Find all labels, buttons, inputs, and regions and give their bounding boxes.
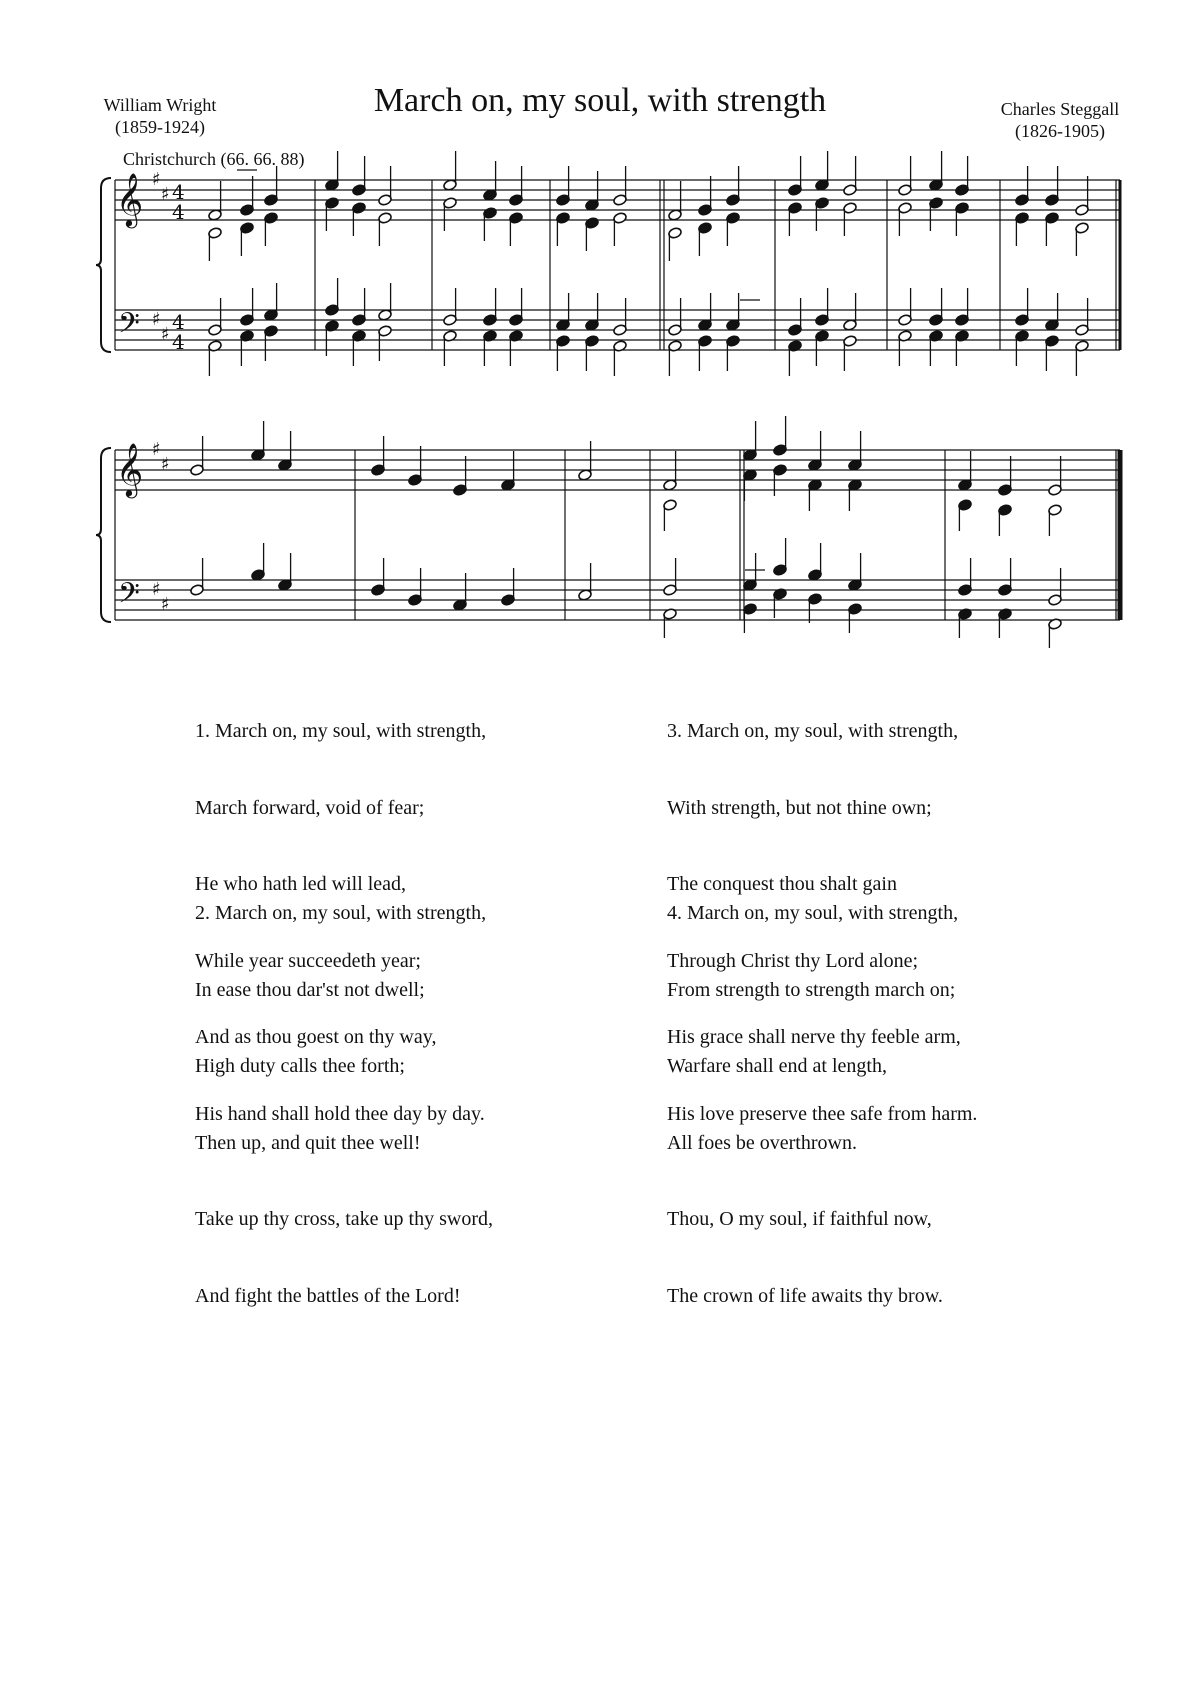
composer-name: Charles Steggall [1000,99,1120,119]
verse-line: Take up thy cross, take up thy sword, [195,1208,493,1230]
treble-clef: 𝄞 [116,172,144,226]
verse-line: His hand shall hold thee day by day. [195,1102,485,1125]
verse-line: From strength to strength march on; [667,978,956,1001]
tune-name: Christchurch (66. 66. 88) [123,149,305,169]
verse-line: 1. March on, my soul, with strength, [195,720,487,742]
verse-line: In ease thou dar'st not dwell; [195,978,425,1001]
verse-line: The conquest thou shalt gain [667,873,897,895]
music-score [0,0,1200,700]
verse-line: Thou, O my soul, if faithful now, [667,1208,932,1230]
verse-line: High duty calls thee forth; [195,1055,405,1077]
bass-key-sharp: ♯ [161,594,170,615]
treble-key-sharp: ♯ [152,169,161,190]
verse-line: 3. March on, my soul, with strength, [667,720,959,742]
verse-line: 4. March on, my soul, with strength, [667,902,959,924]
treble-clef: 𝄞 [116,442,144,496]
score-drawing [96,151,1120,648]
verse-line: With strength, but not thine own; [667,796,932,819]
treble-key-sharp: ♯ [152,439,161,460]
time-signature-denominator: 4 [172,330,185,354]
verse-line: March forward, void of fear; [195,796,425,819]
verse-line: His love preserve thee safe from harm. [667,1102,978,1125]
system-brace [96,448,111,622]
verse-line: He who hath led will lead, [195,873,407,895]
bass-key-sharp: ♯ [152,579,161,600]
verse-line: Then up, and quit thee well! [195,1131,421,1154]
lyricist-name: William Wright [103,95,217,115]
verse-line: His grace shall nerve thy feeble arm, [667,1026,961,1048]
verse-line: 2. March on, my soul, with strength, [195,902,487,924]
verse-line: And fight the battles of the Lord! [195,1284,461,1307]
bass-key-sharp: ♯ [161,324,170,345]
bass-key-sharp: ♯ [152,309,161,330]
composer-dates: (1826-1905) [1015,121,1105,141]
system-brace [96,178,111,352]
treble-key-sharp: ♯ [161,184,170,205]
verse-2 [195,850,493,1335]
hymn-title: March on, my soul, with strength [373,82,827,119]
time-signature-numerator: 4 [172,310,185,334]
verse-line: The crown of life awaits thy brow. [667,1284,943,1307]
bass-clef: 𝄢 [118,307,140,347]
time-signature-denominator: 4 [172,200,185,224]
verse-line: While year succeedeth year; [195,949,421,972]
verse-line: Through Christ thy Lord alone; [667,949,919,972]
verse-line: And as thou goest on thy way, [195,1026,437,1048]
time-signature-numerator: 4 [172,180,185,204]
verse-line: Warfare shall end at length, [667,1055,887,1077]
verse-line: All foes be overthrown. [667,1131,857,1154]
lyricist-dates: (1859-1924) [115,117,205,137]
bass-clef: 𝄢 [118,577,140,617]
treble-key-sharp: ♯ [161,454,170,475]
verse-4 [667,850,958,1335]
